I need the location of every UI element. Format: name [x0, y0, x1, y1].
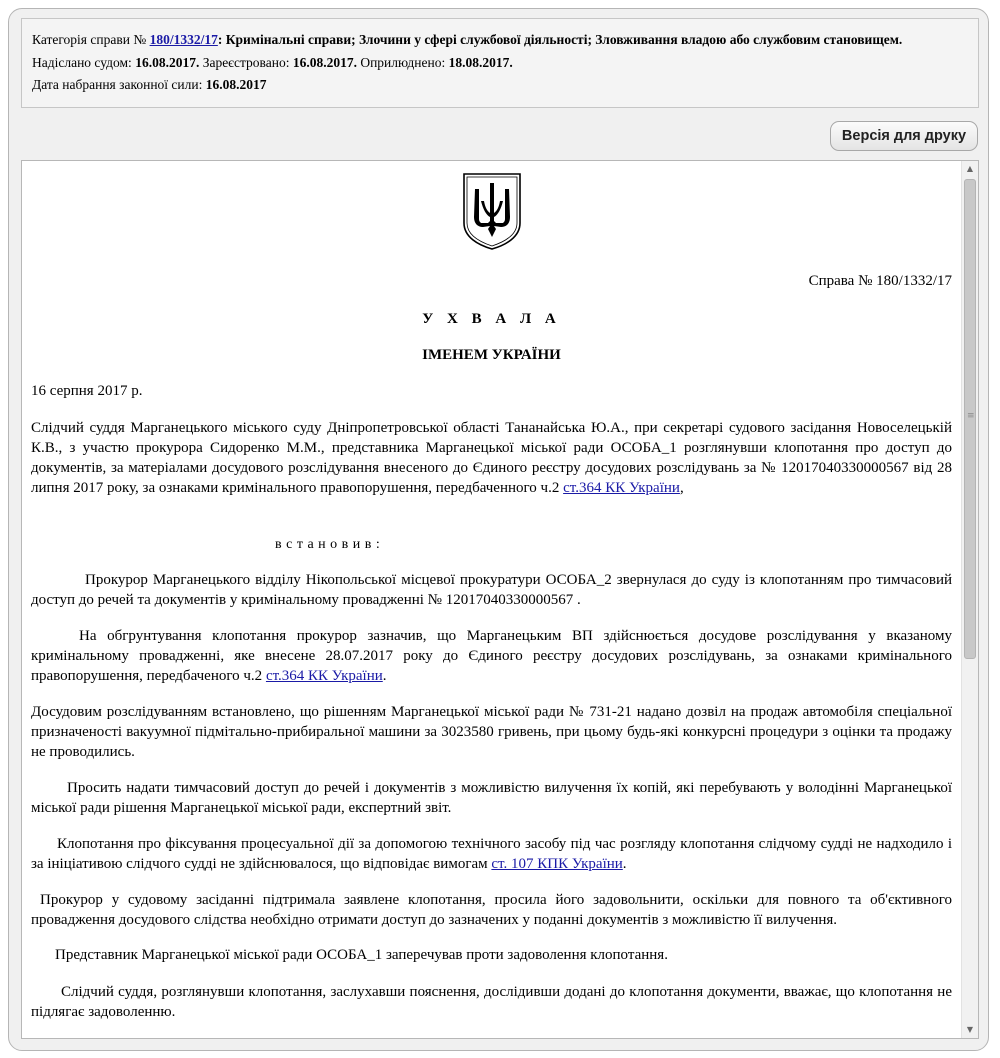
case-dates-line: [32, 52, 968, 75]
grip-icon: ≡: [967, 411, 975, 421]
established-heading: в с т а н о в и в :: [275, 537, 381, 552]
arrow-up-icon[interactable]: ▲: [966, 164, 974, 173]
case-info-panel: [21, 18, 979, 108]
law-link-107[interactable]: ст. 107 КПК України: [491, 856, 623, 872]
effective-label: Дата набрання законної сили:: [32, 77, 203, 92]
sent-date: 16.08.2017.: [135, 54, 200, 70]
paragraph-3-text: На обгрунтування клопотання прокурор зазначив, що Марганецьким ВП здійснюється досудове розслідування у вказаному кримінальному провадженні, яке внесене 28.07.2017 року до Єдиного реєстру досудових розслідувань, за ознаками кримінального правопорушення, передбаченого ч.2: [31, 628, 952, 684]
paragraph-5: Просить надати тимчасовий доступ до речей і документів з можливістю вилучення їх копій, які перебувають у володінні Марганецької міської ради рішення Марганецької міської ради, експертний звіт.: [31, 780, 952, 816]
published-label: Оприлюднено:: [360, 54, 446, 70]
paragraph-4: Досудовим розслідуванням встановлено, що рішенням Марганецької міської ради № 731-21 надано дозвіл на продаж автомобіля спеціальної призначеності вакуумної підмітально-прибиральної машини за 3023580 гривень, при цьому будь-які конкурсні процедури з оцінки та продажу не проводились.: [31, 704, 952, 760]
case-number-link[interactable]: 180/1332/17: [149, 32, 218, 47]
print-version-button[interactable]: Версія для друку: [830, 121, 978, 151]
paragraph-6-end: .: [622, 856, 627, 872]
category-label: Категорія справи №: [32, 32, 147, 47]
published-date: 18.08.2017.: [448, 54, 513, 70]
paragraph-6: [31, 834, 952, 874]
paragraph-3: [31, 626, 952, 686]
scrollbar-thumb[interactable]: [964, 179, 976, 659]
effective-date: 16.08.2017: [205, 77, 267, 92]
document-content: [22, 161, 961, 1038]
document-subtitle: ІМЕНЕМ УКРАЇНИ: [422, 347, 561, 363]
case-category-line: [32, 29, 968, 52]
vertical-scrollbar[interactable]: [961, 161, 978, 1038]
case-number: Справа № 180/1332/17: [808, 273, 952, 289]
paragraph-1-text: Слідчий суддя Марганецького міського суду Дніпропетровської області Тананайська Ю.А., при секретарі судового засідання Новоселецькій К.В., з участю прокурора Сидоренко М.М., представника Марганецької міської ради ОСОБА_1 розглянувши клопотання про доступ до документів, за матеріалами досудового розслідування внесеного до Єдиного реєстру досудових розслідувань за № 12017040330000567 від 28 липня 2017 року, за ознаками кримінального правопорушення, передбаченного ч.2: [31, 420, 952, 496]
registered-date: 16.08.2017.: [292, 54, 357, 70]
document-date: 16 серпня 2017 р.: [31, 383, 143, 399]
paragraph-9: Слідчий суддя, розглянувши клопотання, заслухавши пояснення, дослідивши додані до клопотання документи, вважає, що клопотання не підлягає задоволенню.: [31, 984, 952, 1020]
effective-date-line: [32, 74, 968, 97]
sent-label: Надіслано судом:: [32, 54, 132, 70]
category-text: : Кримінальні справи; Злочини у сфері службової діяльності; Зловживання владою або службовим становищем.: [217, 32, 903, 47]
law-link-364-second[interactable]: ст.364 КК України: [265, 668, 383, 684]
paragraph-7: Прокурор у судовому засіданні підтримала заявлене клопотання, просила його задовольнити, оскільки для повного та об'єктивного провадження досудового слідства необхідно отримати доступ до зазначених у поданні документів з можливістю її вилучення.: [31, 892, 952, 928]
paragraph-3-end: .: [382, 668, 387, 684]
registered-label: Зареєстровано:: [202, 54, 290, 70]
paragraph-1-end: ,: [679, 480, 684, 496]
paragraph-2: Прокурор Марганецького відділу Нікопольської місцевої прокуратури ОСОБА_2 звернулася до суду із клопотанням про тимчасовий доступ до речей та документів у кримінальному провадженні № 12017040330000567 .: [31, 572, 952, 608]
document-viewer[interactable]: [21, 160, 979, 1039]
paragraph-8: Представник Марганецької міської ради ОСОБА_1 заперечував проти задоволення клопотання.: [55, 947, 668, 963]
law-link-364[interactable]: ст.364 КК України: [563, 480, 680, 496]
document-title: У Х В А Л А: [422, 311, 561, 327]
coat-of-arms-icon: [461, 171, 523, 251]
paragraph-6-text: Клопотання про фіксування процесуальної дії за допомогою технічного засобу під час розгляду клопотання слідчому судді не надходило і за ініціативою слідчого судді не здійснювалося, що відповідає вимогам: [31, 836, 952, 872]
paragraph-1: [31, 418, 952, 498]
arrow-down-icon[interactable]: ▼: [966, 1025, 974, 1034]
